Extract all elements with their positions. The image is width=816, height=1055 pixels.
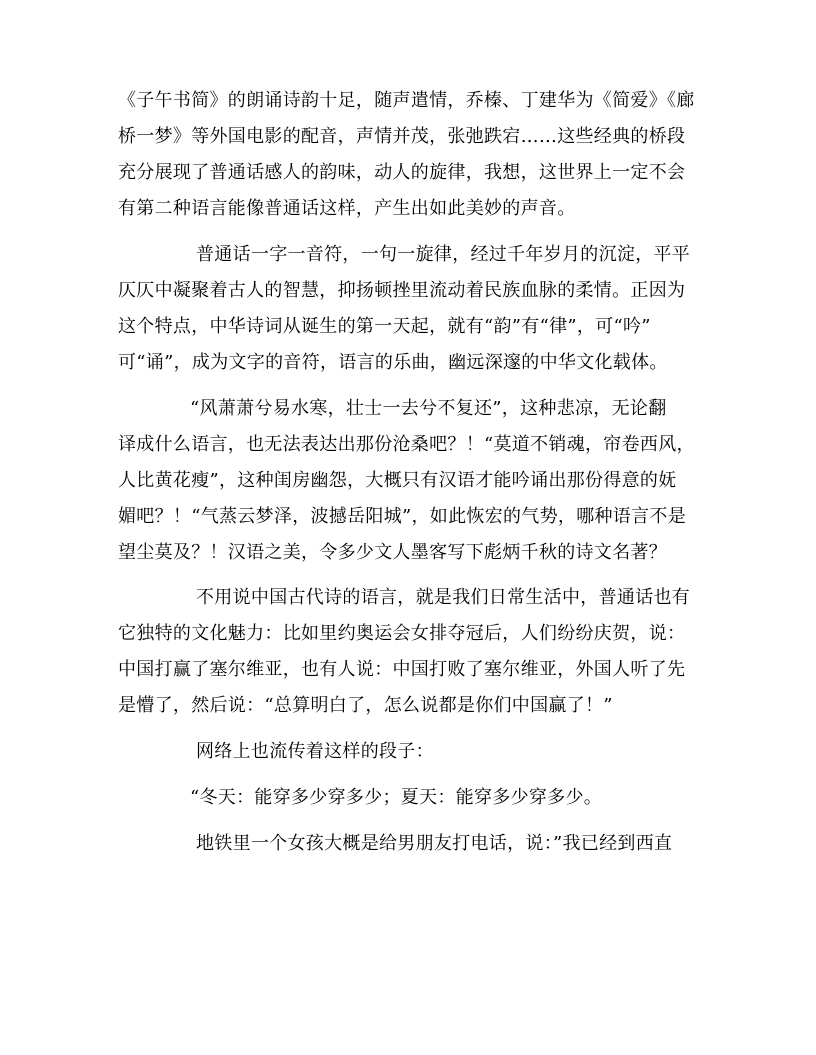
text-line: 有第二种语言能像普通话这样，产生出如此美妙的声音。 bbox=[118, 198, 576, 219]
text-line: 译成什么语言，也无法表达出那份沧桑吧？！“莫道不销魂，帘卷西风， bbox=[118, 434, 695, 455]
paragraph-first-line: “冬天：能穿多少穿多少；夏天：能穿多少穿多少。 bbox=[190, 787, 603, 808]
text-line: 媚吧？！“气蒸云梦泽，波撼岳阳城”，如此恢宏的气势，哪种语言不是 bbox=[118, 506, 687, 527]
paragraph-first-line: 网络上也流传着这样的段子： bbox=[196, 741, 434, 762]
text-line: 充分展现了普通话感人的韵味，动人的旋律，我想，这世界上一定不会 bbox=[118, 162, 686, 183]
text-line: 人比黄花瘦”，这种闺房幽怨，大概只有汉语才能吟诵出那份得意的妩 bbox=[118, 470, 677, 491]
text-line: 是懵了，然后说：“总算明白了，怎么说都是你们中国赢了！” bbox=[118, 695, 613, 716]
text-line: 可“诵”，成为文字的音符，语言的乐曲，幽远深邃的中华文化载体。 bbox=[118, 352, 668, 373]
text-line: 中国打赢了塞尔维亚，也有人说：中国打败了塞尔维亚，外国人听了先 bbox=[118, 659, 686, 680]
text-line: 望尘莫及？！汉语之美，令多少文人墨客写下彪炳千秋的诗文名著？ bbox=[118, 542, 667, 563]
paragraph-first-line: 普通话一字一音符，一句一旋律，经过千年岁月的沉淀，平平 bbox=[196, 244, 691, 265]
text-line: 仄仄中凝聚着古人的智慧，抑扬顿挫里流动着民族血脉的柔情。正因为 bbox=[118, 280, 686, 301]
paragraph-first-line: 不用说中国古代诗的语言，就是我们日常生活中，普通话也有 bbox=[196, 587, 691, 608]
paragraph-first-line: 地铁里一个女孩大概是给男朋友打电话，说：”我已经到西直 bbox=[196, 833, 673, 854]
text-line: 这个特点，中华诗词从诞生的第一天起，就有“韵”有“律”，可“吟” bbox=[118, 316, 651, 337]
text-line: 桥一梦》等外国电影的配音，声情并茂，张弛跌宕……这些经典的桥段 bbox=[118, 126, 686, 147]
paragraph-first-line: “风萧萧兮易水寒，壮士一去兮不复还”，这种悲凉，无论翻 bbox=[190, 398, 667, 419]
text-line: 它独特的文化魅力：比如里约奥运会女排夺冠后，人们纷纷庆贺，说： bbox=[118, 623, 686, 644]
text-line: 《子午书简》的朗诵诗韵十足，随声遣情，乔榛、丁建华为《简爱》《廊 bbox=[118, 90, 695, 111]
